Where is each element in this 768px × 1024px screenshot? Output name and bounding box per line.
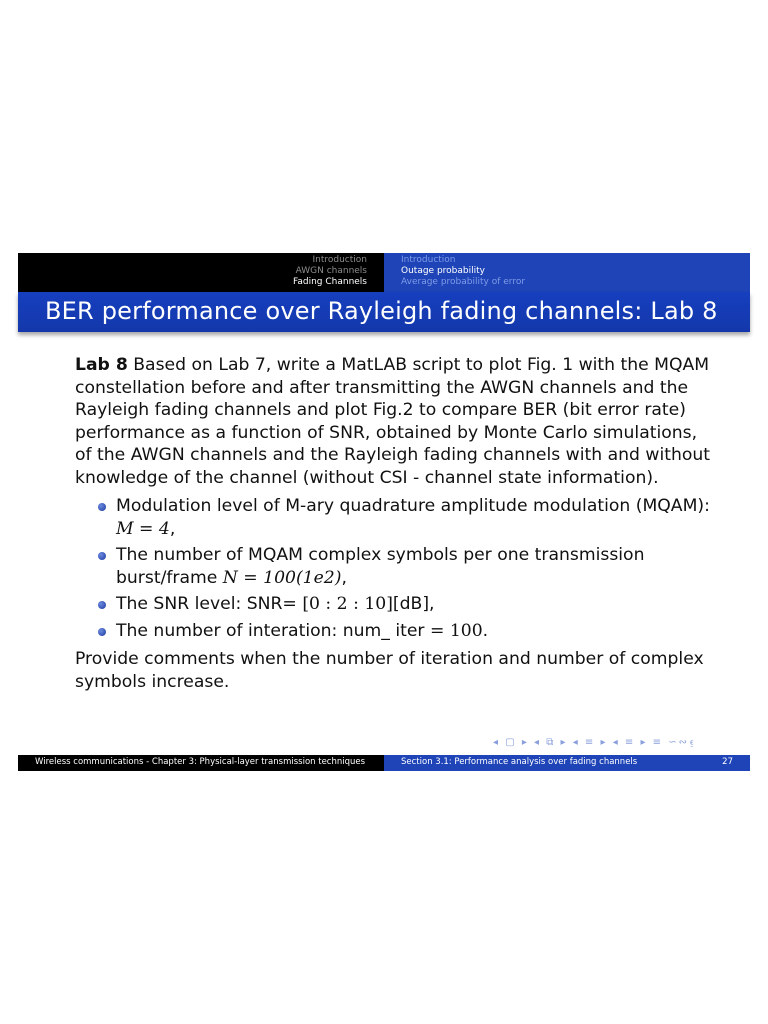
footer-section: Section 3.1: Performance analysis over fading channels xyxy=(401,757,638,767)
list-item: Modulation level of M-ary quadrature amplitude modulation (MQAM): M = 4, xyxy=(75,495,715,540)
nav-subsection-average-error[interactable]: Average probability of error xyxy=(401,277,526,287)
bullet-icon xyxy=(98,628,106,636)
slide xyxy=(18,253,750,771)
footer-left xyxy=(18,755,384,771)
bullet-icon xyxy=(98,552,106,560)
parameter-list xyxy=(75,495,715,642)
lab-intro: Based on Lab 7, write a MatLAB script to plot Fig. 1 with the MQAM constellation before and after transmitting the AWGN channels and the Rayleigh fading channels and plot Fig.2 to compare BER (bit error rate) performance as a function of SNR, obtained by Monte Carlo simulations, of the AWGN channels and the Rayleigh fading channels with and without knowledge of the channel (without CSI - channel state information). xyxy=(75,355,711,488)
section-navigation xyxy=(18,253,384,292)
slide-content xyxy=(75,354,715,693)
footer-chapter: Wireless communications - Chapter 3: Physical-layer transmission techniques xyxy=(35,757,366,767)
subsection-navigation xyxy=(384,253,750,292)
bullet-icon xyxy=(98,601,106,609)
nav-section-fading[interactable]: Fading Channels xyxy=(293,277,367,287)
nav-section-awgn[interactable]: AWGN channels xyxy=(295,266,367,276)
list-item: The number of interation: num_ iter = 100. xyxy=(75,620,715,643)
beamer-navigation-icons[interactable]: ◂ ▢ ▸ ◂ ⧉ ▸ ◂ ≡ ▸ ◂ ≡ ▸ ≡ ∽∾⍷ xyxy=(493,737,697,748)
page-number: 27 xyxy=(722,757,733,767)
lab-outro: Provide comments when the number of iteration and number of complex symbols increase. xyxy=(75,649,704,692)
nav-subsection-outage[interactable]: Outage probability xyxy=(401,266,485,276)
slide-title: BER performance over Rayleigh fading channels: Lab 8 xyxy=(45,297,718,325)
footer-right xyxy=(384,755,750,771)
title-bar xyxy=(18,292,750,332)
lab-description xyxy=(75,354,715,489)
nav-subsection-introduction[interactable]: Introduction xyxy=(401,255,456,265)
bullet-icon xyxy=(98,503,106,511)
list-item: The number of MQAM complex symbols per one transmission burst/frame N = 100(1e2), xyxy=(75,544,715,589)
nav-section-introduction[interactable]: Introduction xyxy=(312,255,367,265)
list-item: The SNR level: SNR= [0 : 2 : 10][dB], xyxy=(75,593,715,616)
lab-label: Lab 8 xyxy=(75,355,128,375)
